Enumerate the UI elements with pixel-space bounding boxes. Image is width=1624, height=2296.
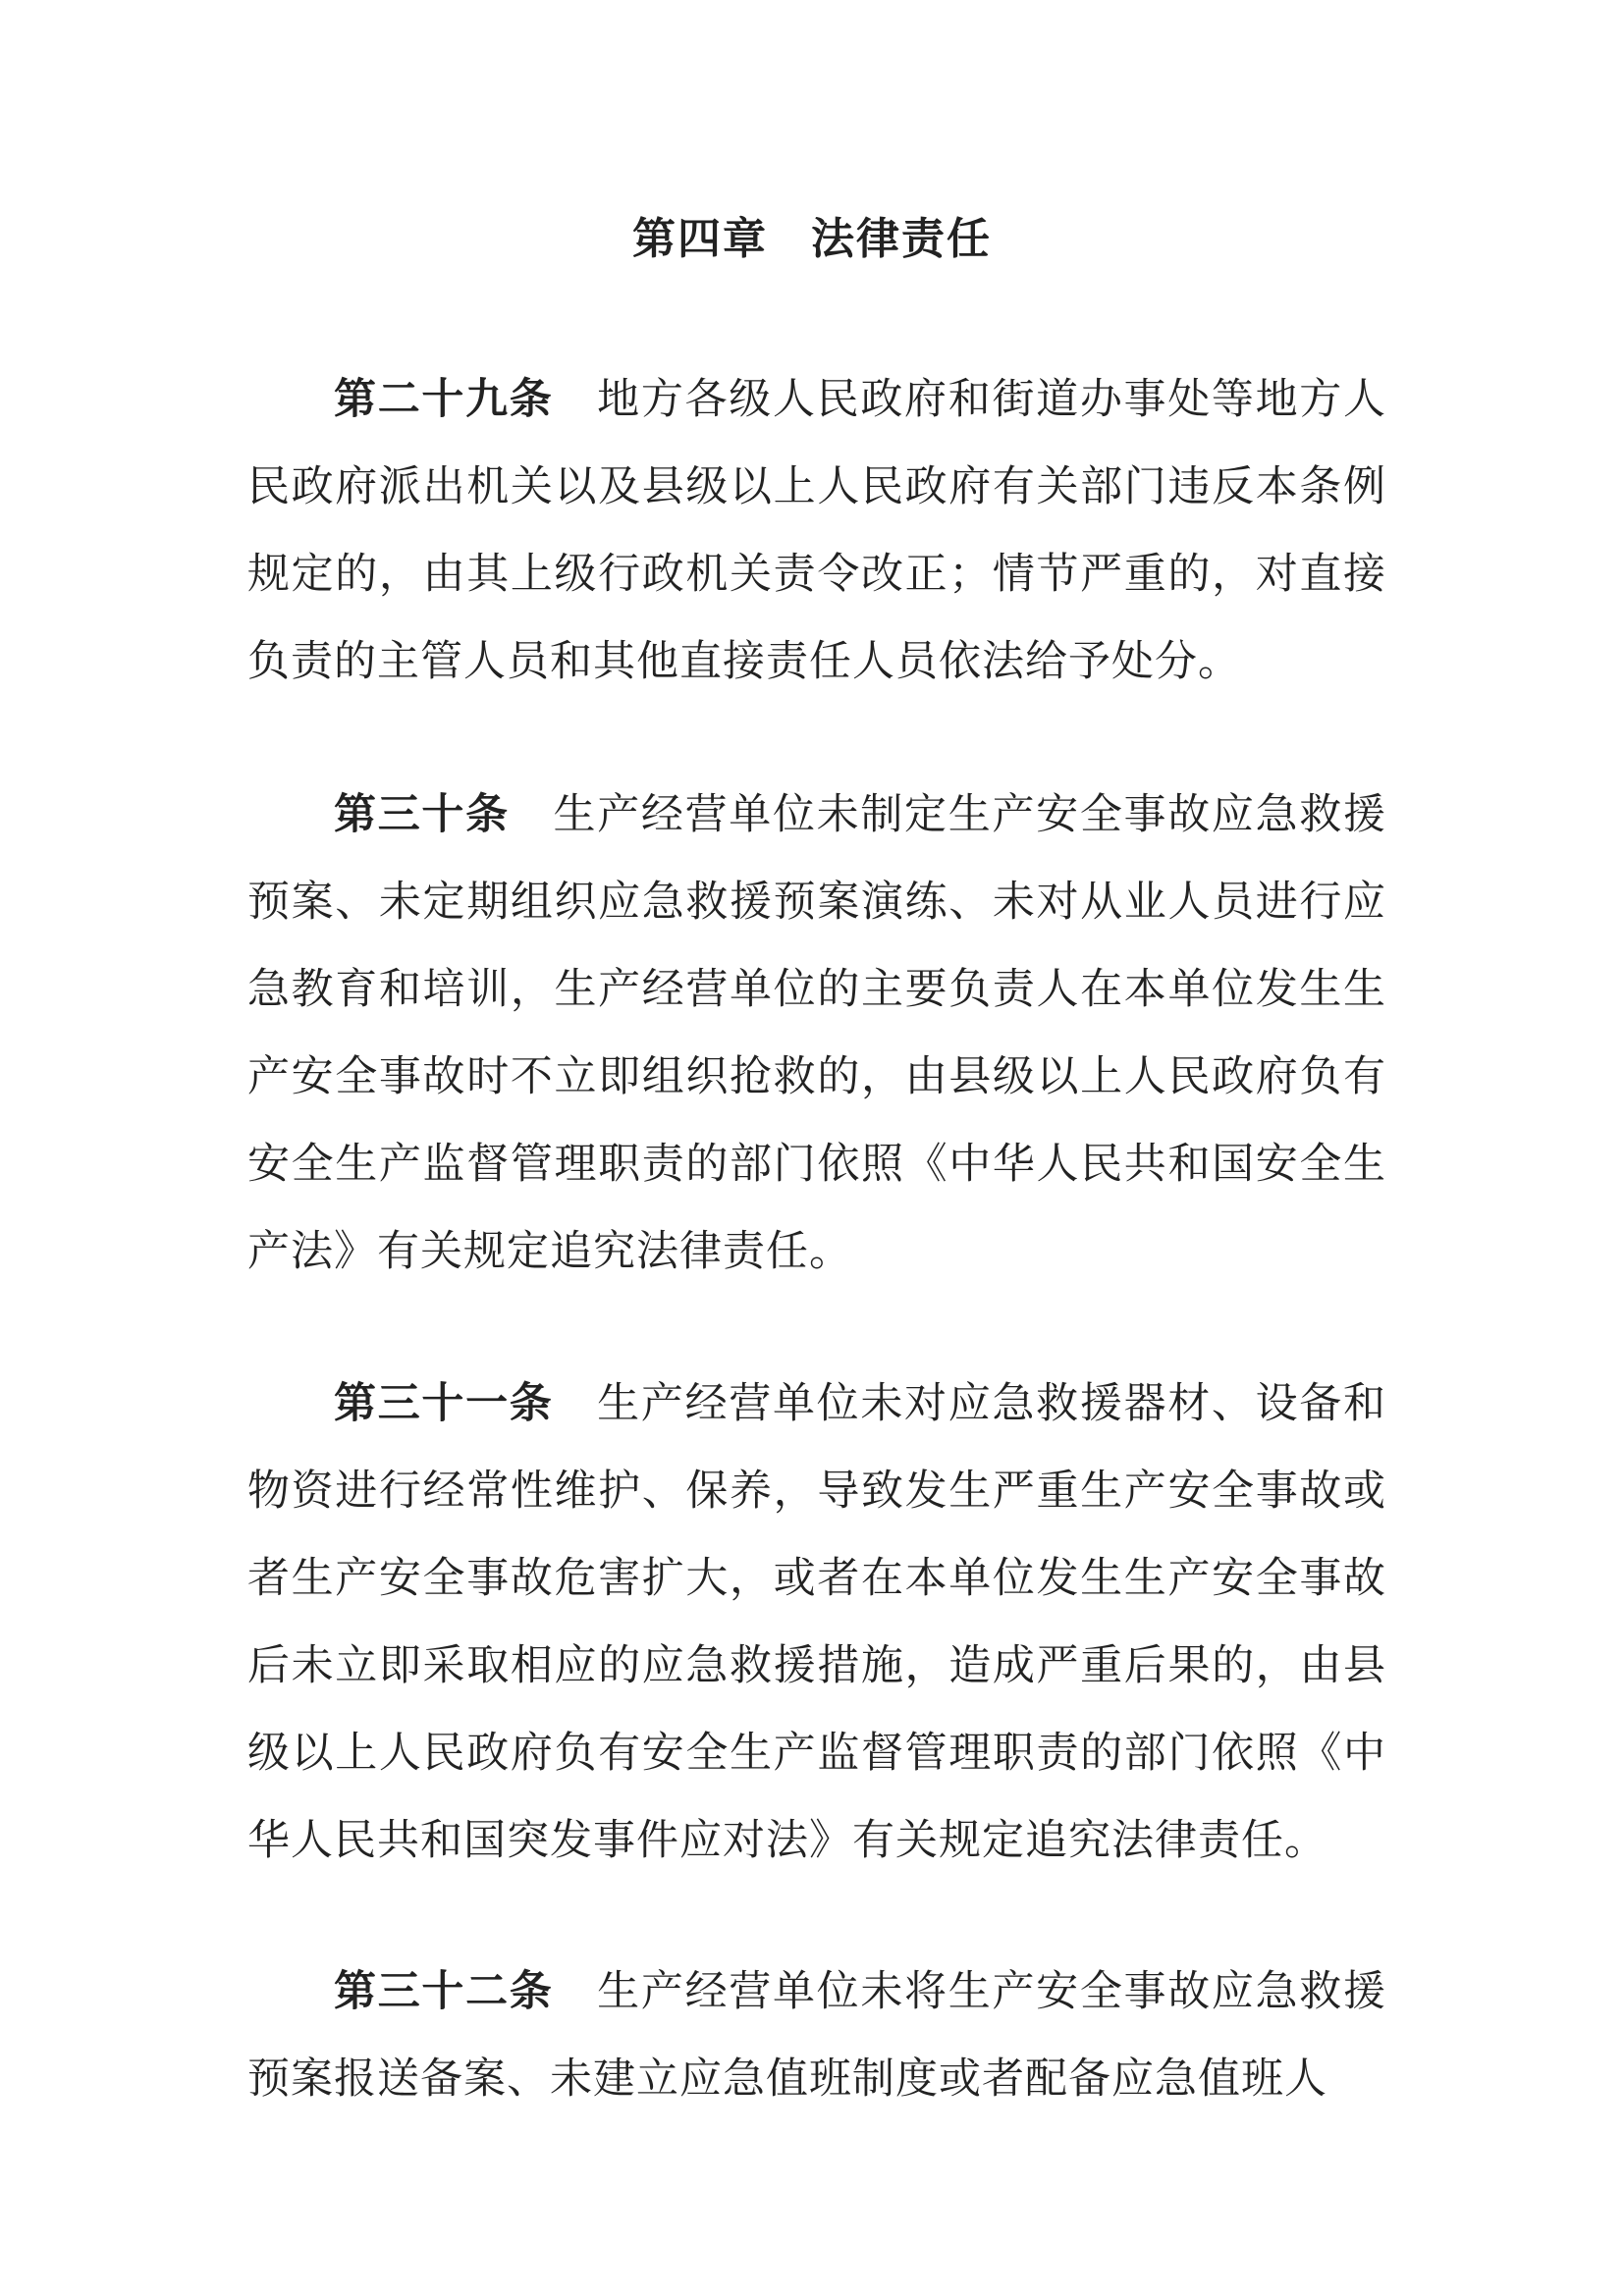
article-32 [247,1949,1386,2123]
article-number: 第三十条 [334,790,510,839]
article-number: 第二十九条 [334,375,554,424]
chapter-title: 法律责任 [811,214,992,264]
article-31 [247,1361,1386,1885]
article-29 [247,356,1386,706]
article-text: 生产经营单位未将生产安全事故应急救援预案报送备案、未建立应急值班制度或者配备应急值班人 [247,1967,1387,2104]
article-text: 生产经营单位未对应急救援器材、设备和物资进行经常性维护、保养，导致发生严重生产安全事故或者生产安全事故危害扩大，或者在本单位发生生产安全事故后未立即采取相应的应急救援措施，造成严重后果的，由县级以上人民政府负有安全生产监督管理职责的部门依照《中华人民共和国突发事件应对法》有关规定追究法律责任。 [247,1379,1387,1865]
article-30 [247,772,1386,1296]
article-number: 第三十二条 [334,1967,554,2016]
article-text: 生产经营单位未制定生产安全事故应急救援预案、未定期组织应急救援预案演练、未对从业人员进行应急教育和培训，生产经营单位的主要负责人在本单位发生生产安全事故时不立即组织抢救的，由县级以上人民政府负有安全生产监督管理职责的部门依照《中华人民共和国安全生产法》有关规定追究法律责任。 [247,790,1387,1276]
article-text: 地方各级人民政府和街道办事处等地方人民政府派出机关以及县级以上人民政府有关部门违反本条例规定的，由其上级行政机关责令改正；情节严重的，对直接负责的主管人员和其他直接责任人员依法给予处分。 [247,375,1387,686]
article-number: 第三十一条 [334,1379,554,1428]
chapter-heading [0,204,1624,275]
chapter-label: 第四章 [632,214,768,264]
